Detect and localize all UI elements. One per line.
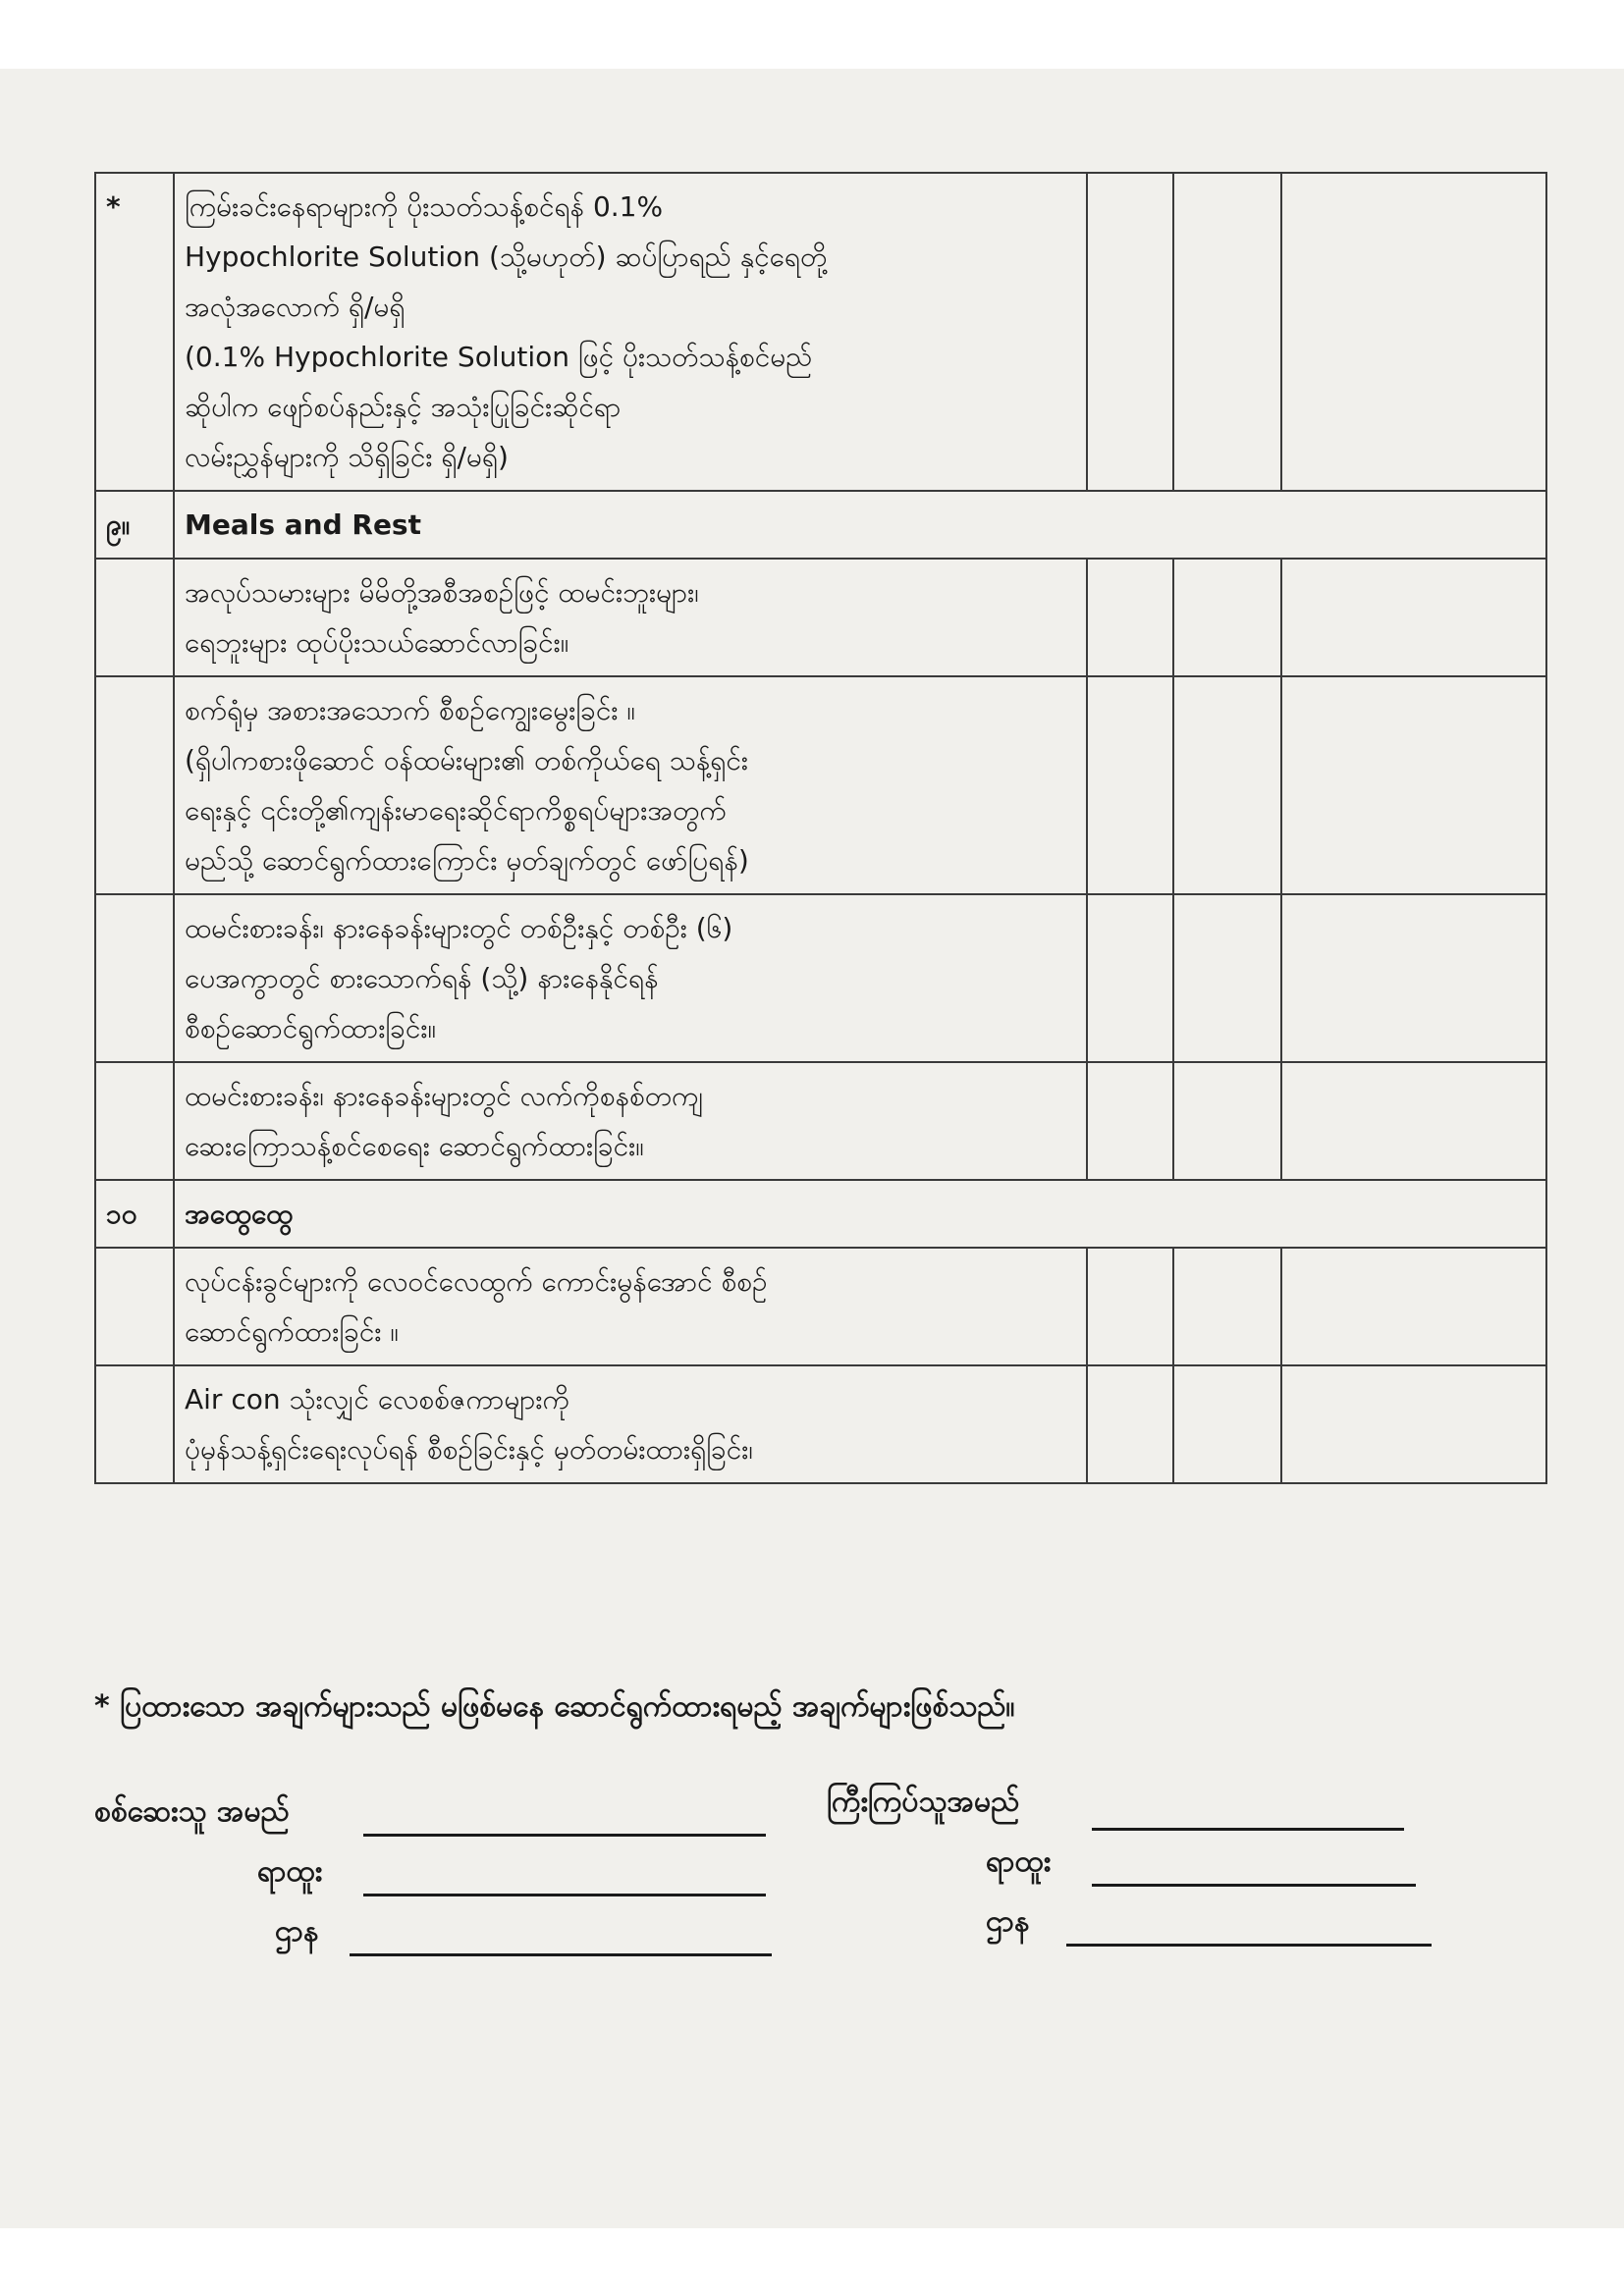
check-cell-no[interactable] (1173, 173, 1281, 491)
description-line: ပေအကွာတွင် စားသောက်ရန် (သို့) နားနေနိုင်ရန် (185, 962, 659, 994)
check-cell-yes[interactable] (1087, 1365, 1173, 1483)
inspector-dept-line[interactable] (350, 1953, 772, 1956)
check-cell-no[interactable] (1173, 894, 1281, 1062)
remarks-cell[interactable] (1281, 676, 1546, 894)
check-cell-no[interactable] (1173, 559, 1281, 676)
description-line: (0.1% Hypochlorite Solution ဖြင့် ပိုးသတ်သန့်စင်မည် (185, 341, 813, 373)
check-cell-yes[interactable] (1087, 1248, 1173, 1365)
description-line: ရေဘူးများ ထုပ်ပိုးသယ်ဆောင်လာခြင်း။ (185, 626, 569, 659)
remarks-cell[interactable] (1281, 894, 1546, 1062)
description-line: ဆောင်ရွက်ထားခြင်း ။ (185, 1315, 399, 1348)
check-cell-yes[interactable] (1087, 676, 1173, 894)
remarks-cell[interactable] (1281, 1248, 1546, 1365)
supervisor-dept-label: ဌာန (986, 1904, 1030, 1939)
check-cell-no[interactable] (1173, 1062, 1281, 1180)
row-number (95, 676, 174, 894)
check-cell-yes[interactable] (1087, 894, 1173, 1062)
checklist-row (95, 894, 1546, 1062)
item-description (174, 1365, 1087, 1483)
checklist-row (95, 173, 1546, 491)
remarks-cell[interactable] (1281, 1062, 1546, 1180)
row-number: ၁၀ (95, 1180, 174, 1248)
check-cell-no[interactable] (1173, 1248, 1281, 1365)
supervisor-name-label: ကြီးကြပ်သူအမည် (827, 1785, 1020, 1819)
checklist-row (95, 1062, 1546, 1180)
row-number (95, 1062, 174, 1180)
check-cell-no[interactable] (1173, 1365, 1281, 1483)
checklist-table (94, 172, 1547, 1484)
description-line: ဆိုပါက ဖျော်စပ်နည်းနှင့် အသုံးပြုခြင်းဆိုင်ရာ (185, 391, 622, 423)
description-line: ပုံမှန်သန့်ရှင်းရေးလုပ်ရန် စီစဉ်ခြင်းနှင့် မှတ်တမ်းထားရှိခြင်း၊ (185, 1433, 753, 1466)
inspector-rank-line[interactable] (363, 1894, 766, 1896)
description-line: လမ်းညွှန်များကို သိရှိခြင်း ရှိ/မရှိ) (185, 441, 509, 473)
inspector-name-line[interactable] (363, 1834, 766, 1837)
row-number (95, 559, 174, 676)
description-line: အလုပ်သမားများ မိမိတို့အစီအစဉ်ဖြင့် ထမင်းဘူးများ၊ (185, 576, 699, 609)
item-description (174, 676, 1087, 894)
row-number (95, 1365, 174, 1483)
section-row (95, 1180, 1546, 1248)
row-number: ၉။ (95, 491, 174, 559)
section-title: Meals and Rest (174, 491, 1546, 559)
checklist-row (95, 1248, 1546, 1365)
item-description (174, 559, 1087, 676)
description-line: ဆေးကြောသန့်စင်စေရေး ဆောင်ရွက်ထားခြင်း။ (185, 1130, 644, 1162)
row-number (95, 1248, 174, 1365)
description-line: လုပ်ငန်းခွင်များကို လေဝင်လေထွက် ကောင်းမွန်အောင် စီစဉ် (185, 1265, 768, 1298)
description-line: ထမင်းစားခန်း၊ နားနေခန်းများတွင် တစ်ဦးနှင့် တစ်ဦး (၆) (185, 912, 733, 944)
row-number: * (95, 173, 174, 491)
inspector-rank-label: ရာထူး (257, 1854, 323, 1889)
description-line: စက်ရုံမှ အစားအသောက် စီစဉ်ကျွေးမွေးခြင်း ။ (185, 694, 635, 726)
remarks-cell[interactable] (1281, 559, 1546, 676)
remarks-cell[interactable] (1281, 1365, 1546, 1483)
supervisor-rank-label: ရာထူး (986, 1844, 1052, 1879)
item-description (174, 1248, 1087, 1365)
item-description (174, 173, 1087, 491)
description-line: ထမင်းစားခန်း၊ နားနေခန်းများတွင် လက်ကိုစနစ်တကျ (185, 1080, 703, 1112)
description-line: ရေးနှင့် ၎င်းတို့၏ကျန်းမာရေးဆိုင်ရာကိစ္စရပ်များအတွက် (185, 794, 727, 827)
check-cell-yes[interactable] (1087, 1062, 1173, 1180)
section-row (95, 491, 1546, 559)
description-line: ကြမ်းခင်းနေရာများကို ပိုးသတ်သန့်စင်ရန် 0.1% (185, 190, 664, 223)
remarks-cell[interactable] (1281, 173, 1546, 491)
check-cell-yes[interactable] (1087, 559, 1173, 676)
item-description (174, 894, 1087, 1062)
mandatory-footnote: * ပြထားသော အချက်များသည် မဖြစ်မနေ ဆောင်ရွက်ထားရမည့် အချက်များဖြစ်သည်။ (94, 1689, 1015, 1724)
inspector-name-label: စစ်ဆေးသူ အမည် (94, 1794, 290, 1829)
description-line: စီစဉ်ဆောင်ရွက်ထားခြင်း။ (185, 1012, 436, 1044)
description-line: အလုံအလောက် ရှိ/မရှိ (185, 291, 406, 323)
supervisor-name-line[interactable] (1092, 1828, 1404, 1831)
check-cell-no[interactable] (1173, 676, 1281, 894)
description-line: Hypochlorite Solution (သို့မဟုတ်) ဆပ်ပြာရည် နှင့်ရေတို့ (185, 240, 828, 273)
checklist-row (95, 1365, 1546, 1483)
description-line: Air con သုံးလျှင် လေစစ်ဇကာများကို (185, 1383, 569, 1415)
checklist-row (95, 676, 1546, 894)
checklist-row (95, 559, 1546, 676)
supervisor-dept-line[interactable] (1066, 1944, 1432, 1947)
check-cell-yes[interactable] (1087, 173, 1173, 491)
item-description (174, 1062, 1087, 1180)
description-line: (ရှိပါကစားဖိုဆောင် ဝန်ထမ်းများ၏ တစ်ကိုယ်ရေ သန့်ရှင်း (185, 744, 749, 776)
description-line: မည်သို့ ဆောင်ရွက်ထားကြောင်း မှတ်ချက်တွင် ဖော်ပြရန်) (185, 844, 749, 877)
row-number (95, 894, 174, 1062)
supervisor-rank-line[interactable] (1092, 1884, 1416, 1887)
section-title: အထွေထွေ (174, 1180, 1546, 1248)
inspector-dept-label: ဌာန (275, 1914, 319, 1949)
